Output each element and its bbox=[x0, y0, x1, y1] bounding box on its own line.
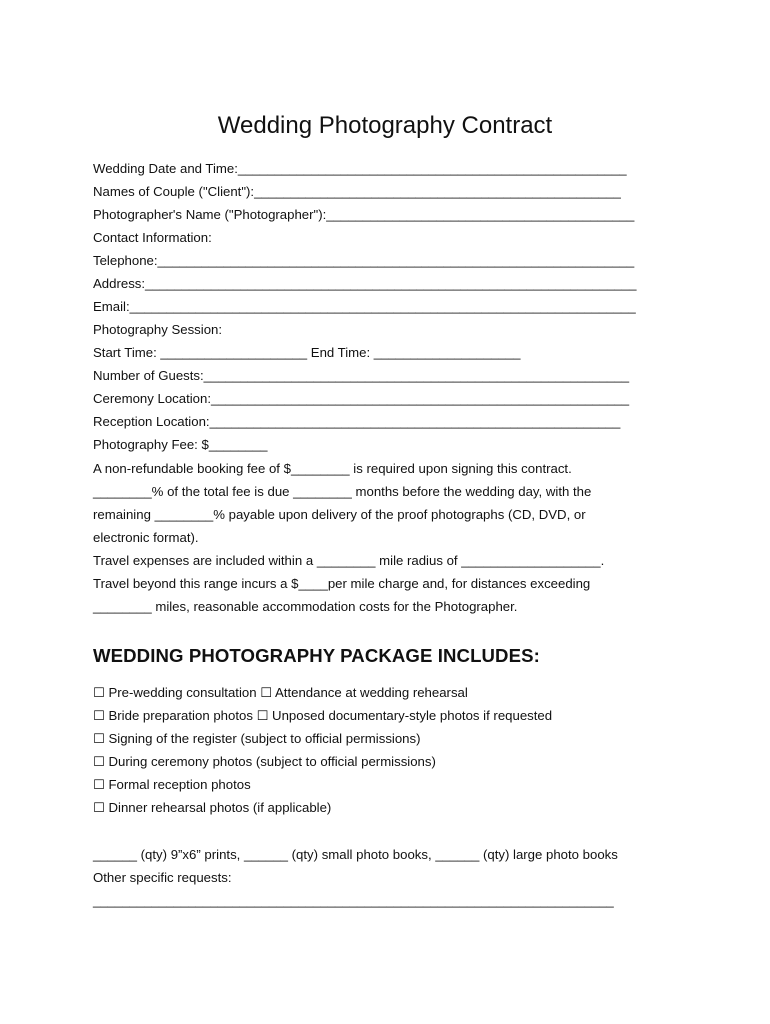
package-item-reception-photos[interactable]: ☐ Formal reception photos bbox=[93, 777, 251, 792]
couple-names-field[interactable]: Names of Couple ("Client"):__________________________________________________ bbox=[93, 184, 621, 199]
package-heading: WEDDING PHOTOGRAPHY PACKAGE INCLUDES: bbox=[93, 645, 540, 666]
package-item-dinner-rehearsal[interactable]: ☐ Dinner rehearsal photos (if applicable) bbox=[93, 800, 332, 815]
package-item-register-signing[interactable]: ☐ Signing of the register (subject to official permissions) bbox=[93, 731, 421, 746]
accommodation-line[interactable]: ________ miles, reasonable accommodation costs for the Photographer. bbox=[93, 599, 518, 614]
package-item-bride-documentary[interactable]: ☐ Bride preparation photos ☐ Unposed documentary-style photos if requested bbox=[93, 708, 553, 723]
page-title: Wedding Photography Contract bbox=[217, 112, 553, 139]
address-field[interactable]: Address:___________________________________________________________________ bbox=[93, 276, 637, 291]
package-item-ceremony-photos[interactable]: ☐ During ceremony photos (subject to official permissions) bbox=[93, 754, 436, 769]
photography-session-label: Photography Session: bbox=[93, 322, 223, 337]
package-item-consultation-rehearsal[interactable]: ☐ Pre-wedding consultation ☐ Attendance at wedding rehearsal bbox=[93, 685, 468, 700]
other-requests-field[interactable]: _______________________________________________________________________ bbox=[93, 893, 614, 908]
ceremony-location-field[interactable]: Ceremony Location:_________________________________________________________ bbox=[93, 391, 630, 406]
fee-due-line[interactable]: ________% of the total fee is due ________ months before the wedding day, with the bbox=[93, 484, 592, 499]
photographer-name-field[interactable]: Photographer's Name ("Photographer"):__________________________________________ bbox=[93, 207, 635, 222]
remaining-fee-line[interactable]: remaining ________% payable upon delivery of the proof photographs (CD, DVD, or bbox=[93, 507, 586, 522]
email-field[interactable]: Email:_____________________________________________________________________ bbox=[93, 299, 636, 314]
wedding-date-time-field[interactable]: Wedding Date and Time:_____________________________________________________ bbox=[93, 161, 627, 176]
session-times-field[interactable]: Start Time: ____________________ End Time: ____________________ bbox=[93, 345, 521, 360]
photography-fee-field[interactable]: Photography Fee: $________ bbox=[93, 437, 268, 452]
telephone-field[interactable]: Telephone:_________________________________________________________________ bbox=[93, 253, 635, 268]
quantities-line[interactable]: ______ (qty) 9”x6” prints, ______ (qty) small photo books, ______ (qty) large photo books bbox=[93, 847, 618, 862]
travel-radius-line[interactable]: Travel expenses are included within a ________ mile radius of ___________________. bbox=[93, 553, 605, 568]
booking-fee-line[interactable]: A non-refundable booking fee of $________ is required upon signing this contract. bbox=[93, 461, 572, 476]
travel-charge-line[interactable]: Travel beyond this range incurs a $____per mile charge and, for distances exceeding bbox=[93, 576, 591, 591]
other-requests-label: Other specific requests: bbox=[93, 870, 232, 885]
contact-information-label: Contact Information: bbox=[93, 230, 212, 245]
fee-paragraph-end: electronic format). bbox=[93, 530, 199, 545]
reception-location-field[interactable]: Reception Location:________________________________________________________ bbox=[93, 414, 621, 429]
number-of-guests-field[interactable]: Number of Guests:__________________________________________________________ bbox=[93, 368, 630, 383]
